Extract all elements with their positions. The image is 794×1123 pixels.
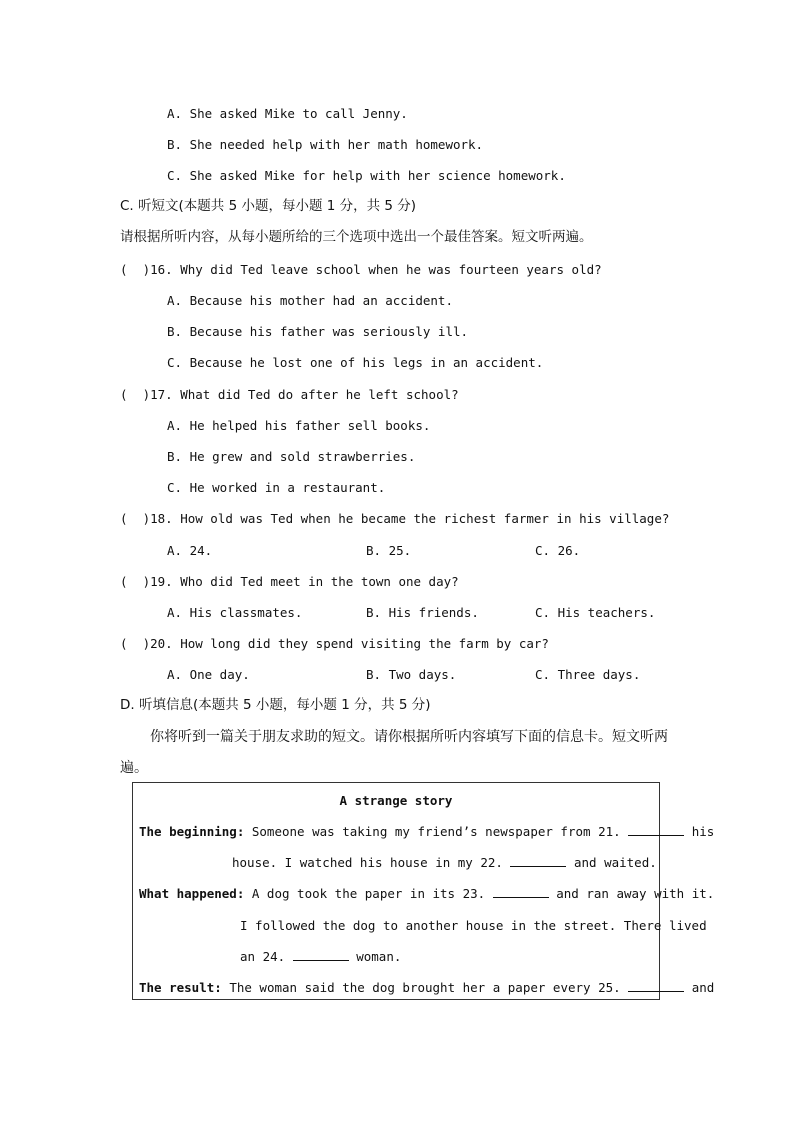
- q18-option-c: C. 26.: [535, 543, 581, 558]
- q20-option-b: B. Two days.: [366, 667, 457, 682]
- q18-option-b: B. 25.: [366, 543, 412, 558]
- section-c-instruction: 请根据所听内容，从每小题所给的三个选项中选出一个最佳答案。短文听两遍。: [120, 229, 593, 245]
- section-d-instruction-line1: 你将听到一篇关于朋友求助的短文。请你根据所听内容填写下面的信息卡。短文听两: [150, 729, 668, 745]
- q17-option-c: C. He worked in a restaurant.: [167, 480, 386, 495]
- blank-21[interactable]: [628, 824, 684, 836]
- q19-option-b: B. His friends.: [366, 605, 479, 620]
- beginning-label: The beginning:: [139, 824, 245, 839]
- q19-stem: ( )19. Who did Ted meet in the town one day?: [120, 574, 459, 589]
- card-title: A strange story: [339, 793, 453, 808]
- happened-tail1: and ran away with it.: [548, 886, 715, 901]
- q19-option-a: A. His classmates.: [167, 605, 303, 620]
- card-beginning-line2: [232, 855, 657, 871]
- q20-stem: ( )20. How long did they spend visiting the farm by car?: [120, 636, 549, 651]
- q16-option-b: B. Because his father was seriously ill.: [167, 324, 469, 339]
- q15-option-a: A. She asked Mike to call Jenny.: [167, 106, 408, 121]
- q17-option-b: B. He grew and sold strawberries.: [167, 449, 416, 464]
- beginning-text1: Someone was taking my friend’s newspaper from 21.: [244, 824, 629, 839]
- beginning-tail2: and waited.: [566, 855, 657, 870]
- q17-stem: ( )17. What did Ted do after he left school?: [120, 387, 459, 402]
- q16-stem: ( )16. Why did Ted leave school when he was fourteen years old?: [120, 262, 602, 277]
- q15-option-b: B. She needed help with her math homework.: [167, 137, 484, 152]
- result-label: The result:: [139, 980, 222, 995]
- happened-text2: I followed the dog to another house in the street. There lived: [240, 918, 707, 933]
- q20-option-a: A. One day.: [167, 667, 250, 682]
- q18-stem: ( )18. How old was Ted when he became the richest farmer in his village?: [120, 511, 670, 526]
- card-happened-line1: [139, 886, 714, 902]
- card-beginning-line1: [139, 824, 714, 840]
- q17-option-a: A. He helped his father sell books.: [167, 418, 431, 433]
- q20-option-c: C. Three days.: [535, 667, 641, 682]
- q16-option-c: C. Because he lost one of his legs in an accident.: [167, 355, 544, 370]
- q19-option-c: C. His teachers.: [535, 605, 656, 620]
- beginning-text2: house. I watched his house in my 22.: [232, 855, 511, 870]
- section-c-heading: C. 听短文(本题共 5 小题，每小题 1 分，共 5 分): [120, 198, 417, 214]
- section-d-heading: D. 听填信息(本题共 5 小题，每小题 1 分，共 5 分): [120, 697, 431, 713]
- happened-text1: A dog took the paper in its 23.: [244, 886, 493, 901]
- q18-option-a: A. 24.: [167, 543, 213, 558]
- q16-option-a: A. Because his mother had an accident.: [167, 293, 453, 308]
- card-result-line: [139, 980, 714, 996]
- blank-23[interactable]: [493, 886, 549, 898]
- result-tail: and: [684, 980, 715, 995]
- blank-24[interactable]: [293, 949, 349, 961]
- beginning-tail1: his: [684, 824, 715, 839]
- section-d-instruction-line2: 遍。: [120, 760, 148, 776]
- card-happened-line3: [240, 949, 401, 965]
- happened-text3: an 24.: [240, 949, 293, 964]
- info-card: [132, 782, 715, 1000]
- happened-tail3: woman.: [348, 949, 402, 964]
- q15-option-c: C. She asked Mike for help with her science homework.: [167, 168, 566, 183]
- result-text: The woman said the dog brought her a paper every 25.: [221, 980, 629, 995]
- blank-22[interactable]: [510, 855, 566, 867]
- happened-label: What happened:: [139, 886, 245, 901]
- blank-25[interactable]: [628, 980, 684, 992]
